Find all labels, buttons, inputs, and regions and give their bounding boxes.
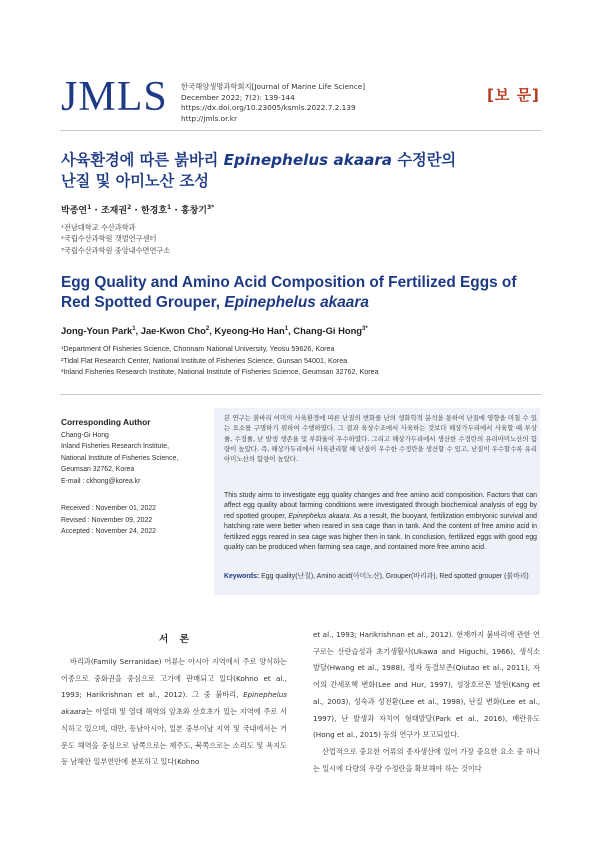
english-title [61,273,541,312]
english-title-line1: Egg Quality and Amino Acid Composition of Fertilized Eggs of [61,274,517,291]
author-affiliation-mark: 2 [127,204,132,211]
corresponding-line: National Institute of Fisheries Science, [61,454,179,462]
author-affiliation-mark: 1 [284,325,289,332]
article-type-badge: [보 문] [487,86,540,104]
intro-species: Epinephelus akaara [61,690,287,717]
korean-title-line2: 난질 및 아미노산 조성 [61,172,209,190]
affiliation: ¹Department Of Fisheries Science, Chonnam National University, Yeosu 59626, Korea [61,344,335,353]
intro-text: 는 아열대 및 열대 해역의 암초와 산호초가 있는 지역에 주로 서식하고 있으며, 대만, 동남아시아, 일본 중부이남 지역 및 국내에서는 거문도 해역을 중심으로 남쪽으로는 제주도, 북쪽으로는 소리도 및 욕지도 등 남해안 일부연안에 분포하고 있다(Kohno [61,707,287,767]
korean-title-part1: 사육환경에 따른 붉바리 [61,151,224,169]
author-affiliation-mark: 1 [167,204,172,211]
header-divider [60,130,541,131]
intro-left-column [61,654,287,771]
author-separator: · [171,206,181,216]
author-name: 조재권 [100,206,128,216]
doi-link[interactable]: https://dx.doi.org/10.23005/ksmls.2022.7.2.139 [181,103,356,113]
keywords-label: Keywords: [224,573,260,580]
author-separator: · [91,206,101,216]
corresponding-line: Geumsan 32762, Korea [61,466,135,474]
revised-date: Revised : November 09, 2022 [61,516,153,524]
author-affiliation-mark: 1 [132,325,136,332]
intro-paragraph: et al., 1993; Harikrishnan et al., 2012). 현재까지 붉바리에 관한 연구로는 산란습성과 초기생활사(Ukawa and Higuchi, 1966), 생식소 발달(Hwang et al., 1988), 정자 동결보존(Qiutao et al., 2011), 자어의 간세포핵 변화(Lee and Hur, 1997), 성장호르몬 발현(Kang et al., 2003), 성숙과 성전환(Lee et al., 1998), 난질 변화(Lee et al., 1997), 난 발생과 자치어 형태발달(Park et al., 2016), 배란유도(Hong et al., 2015) 등의 연구가 보고되었다. [313,630,540,740]
title-divider [60,394,541,395]
intro-right-column [313,627,540,777]
affiliation: ³국립수산과학원 중앙내수면연구소 [61,245,171,255]
author-affiliation-mark: 2 [205,325,210,332]
author-name: 홍창기 [180,206,207,216]
korean-title-part2: 수정란의 [392,151,457,169]
author-name: Chang-Gi Hong [293,325,363,336]
english-title-line2: Red Spotted Grouper, [61,293,225,311]
corresponding-line: Inland Fisheries Research Institute, [61,443,170,451]
abstract-english-text: This study aims to investigate egg quality changes and free amino acid composition. Factors that can affect egg quality about farming conditions were investigated through biochemical analysis of egg by red spotted grouper, [224,492,537,520]
author-affiliation-mark: 3* [207,204,215,211]
author-separator: · [131,206,141,216]
korean-affiliations [61,222,170,256]
author-name: Jong-Youn Park [61,325,133,336]
affiliation: ²Tidal Flat Research Center, National Institute of Fisheries Science, Gunsan 54001, Korea [61,355,348,365]
keywords-list: Egg quality(난질), Amino acid(아미노산), Grouper(바리과), Red spotted grouper (붉바리) [259,573,529,580]
abstract-english [224,491,537,553]
corresponding-author [61,417,221,488]
korean-title-species: Epinephelus akaara [223,151,393,169]
submission-dates [61,503,156,538]
korean-title [61,150,541,192]
korean-authors [61,203,214,216]
author-affiliation-mark: 3* [362,325,368,332]
author-name: 박종연 [61,206,88,216]
author-name: Jae-Kwon Cho [140,325,206,336]
abstract-english-text: . As a result, the buoyant, fertilization embryonic survival and hatching rate were better when reared in sea cage than in tank. And the content of free amino acid in fertilized eggs reared in sea cage was higher then in tank. In conclusion, fertilized eggs with good egg quality can be produced when farming sea cage, and contained more free amino acid. [224,512,537,552]
journal-name: 한국해양생명과학회지[Journal of Marine Life Science] [181,82,366,91]
journal-issue: December 2022; 7(2): 139-144 [181,92,295,102]
keywords [224,572,537,582]
affiliation: ²국립수산과학원 갯벌연구센터 [61,234,157,244]
website-link[interactable]: http://jmls.or.kr [181,113,237,123]
intro-text: 바리과(Family Serranidae) 어류는 아시아 지역에서 주로 양식하는 어종으로 중화권을 중심으로 고가에 판매되고 있다(Kohno et al., 1993; Harikrishnan et al., 2012). 그 중 붉바리, [61,657,287,700]
received-date: Received : November 01, 2022 [61,505,156,512]
english-affiliations [61,343,379,378]
english-authors: Jong-Youn Park$^1$, Jae-Kwon Cho$^2$, Kyeong-Ho Han$^1$, Chang-Gi Hong$^{3*}$ [61,325,368,336]
intro-paragraph: 산업적으로 중요한 어류의 종자생산에 있어 가장 중요한 요소 중 하나는 일시에 다량의 우량 수정란을 확보해야 하는 것이다 [313,746,540,773]
section-heading-introduction: 서 론 [159,634,193,645]
corresponding-line: Chang-Gi Hong [61,431,109,439]
abstract-korean: 본 연구는 붉바리 어미의 사육환경에 따른 난질의 변화를 난의 생화학적 분석을 통하여 난질에 영향을 미칠 수 있는 요소를 구명하기 위하여 수행하였다. 그 결과 육상수조에서 사육하는 것보다 해상가두리에서 사육할 때 부상률, 수정률, 난 발생 생존율 및 부화율이 우수하였다. 그리고 해상가두리에서 생산한 수정란의 유리아미노산의 함량이 높았다. 즉, 해상가두리에서 사육관리할 때 난질이 우수한 수정란을 생산할 수 있고, 난질이 우수할수록 유리아미노산의 함량이 높았다. [224,414,537,464]
affiliation: ³Inland Fisheries Research Institute, National Institute of Fisheries Science, Geumsan 32762, Korea [61,367,379,377]
author-affiliation-mark: 1 [87,204,92,211]
english-title-species: Epinephelus akaara [224,293,369,311]
corresponding-email[interactable]: E-mail : ckhong@korea.kr [61,477,141,485]
abstract-species: Epinephelus akaara [288,512,350,520]
affiliation: ¹전남대학교 수산과학과 [61,223,136,232]
author-name: 한경호 [140,206,168,216]
accepted-date: Accepted : November 24, 2022 [61,528,156,536]
journal-logo: JMLS [61,74,168,120]
journal-info [181,82,365,124]
author-name: Kyeong-Ho Han [214,325,285,336]
corresponding-author-heading: Corresponding Author [61,417,151,427]
